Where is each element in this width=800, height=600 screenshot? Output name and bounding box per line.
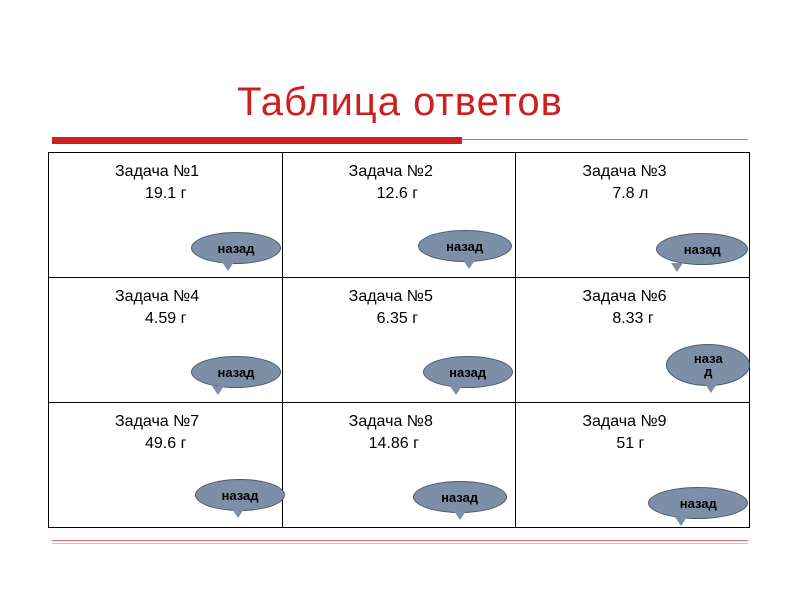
table-cell [282, 403, 516, 528]
back-button-label: назад [217, 240, 255, 256]
speech-bubble-tail-icon [450, 386, 462, 395]
back-button[interactable] [648, 487, 748, 519]
back-button[interactable] [195, 479, 285, 511]
answer-value: 19.1 г [145, 185, 187, 202]
back-button[interactable] [191, 356, 281, 388]
task-label: Задача №4 [115, 288, 200, 305]
back-button-label: наза д [693, 351, 723, 379]
title-underline-thin [462, 139, 748, 140]
answer-value: 8.33 г [612, 310, 654, 327]
table-cell [49, 278, 283, 403]
answer-value: 4.59 г [145, 310, 187, 327]
table-row [49, 278, 750, 403]
back-button-label: назад [683, 241, 721, 257]
table-cell [516, 278, 750, 403]
task-label: Задача №1 [115, 163, 200, 180]
answer-value: 14.86 г [368, 435, 419, 452]
back-button-label: назад [446, 238, 484, 254]
answer-value: 49.6 г [145, 435, 187, 452]
back-button[interactable] [418, 230, 512, 262]
back-button-label: назад [679, 495, 717, 511]
answer-value: 6.35 г [376, 310, 419, 327]
table-row [49, 153, 750, 278]
back-button[interactable] [666, 344, 750, 386]
speech-bubble-tail-icon [232, 509, 244, 518]
title-underline-thick [52, 137, 462, 144]
back-button[interactable] [656, 233, 748, 265]
back-button[interactable] [413, 481, 507, 513]
task-label: Задача №6 [582, 288, 667, 305]
task-label: Задача №3 [582, 163, 667, 180]
table-cell [516, 403, 750, 528]
footer-rule [52, 540, 748, 541]
task-label: Задача №2 [348, 163, 433, 180]
table-cell [282, 278, 516, 403]
task-label: Задача №7 [115, 413, 200, 430]
back-button[interactable] [423, 356, 513, 388]
back-button[interactable] [191, 232, 281, 264]
task-label: Задача №9 [582, 413, 667, 430]
page-title [0, 80, 800, 125]
speech-bubble-tail-icon [705, 384, 717, 393]
speech-bubble-tail-icon [671, 263, 683, 272]
answers-table [48, 152, 750, 528]
table-cell [282, 153, 516, 278]
table-row [49, 403, 750, 528]
task-label: Задача №5 [348, 288, 433, 305]
table-cell [516, 153, 750, 278]
answer-value: 12.6 г [376, 185, 419, 202]
speech-bubble-tail-icon [463, 260, 475, 269]
speech-bubble-tail-icon [212, 386, 224, 395]
back-button-label: назад [221, 487, 259, 503]
speech-bubble-tail-icon [454, 511, 466, 520]
task-label: Задача №8 [348, 413, 433, 430]
back-button-label: назад [441, 489, 479, 505]
speech-bubble-tail-icon [675, 517, 687, 526]
table-cell [49, 153, 283, 278]
answer-value: 51 г [616, 435, 645, 452]
back-button-label: назад [217, 364, 255, 380]
footer-rule-light [52, 543, 748, 544]
page-title-text: Таблица ответов [237, 80, 563, 124]
table-cell [49, 403, 283, 528]
speech-bubble-tail-icon [222, 262, 234, 271]
back-button-label: назад [449, 364, 487, 380]
answer-value: 7.8 л [612, 185, 649, 202]
